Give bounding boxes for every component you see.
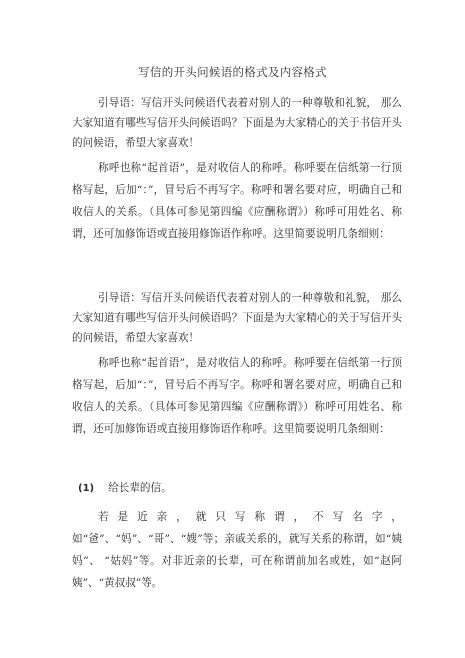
- intro-paragraph-2: 引导语：写信开头问候语代表着对别人的一种尊敬和礼貌， 那么大家知道有哪些写信开头问候语吗？下面是为大家精心的关于写信开头的问候语，希望大家喜欢！: [72, 292, 402, 344]
- body-paragraph-3: 若是近亲，就只写称谓，不写名字，如“爸”、“妈”、“哥”、“嫂”等；亲戚关系的，就写关系的称谓，如“姨妈”、 “姑妈”等。对非近亲的长辈，可在称谓前加名或姓，如“赵阿姨”、“黄叔叔”等。: [72, 511, 402, 589]
- document-title: 写信的开头问候语的格式及内容格式: [138, 65, 327, 79]
- list-item-text: 给长辈的信。: [108, 482, 172, 494]
- body-paragraph-2: 称呼也称“起首语”，是对收信人的称呼。称呼要在信纸第一行顶格写起，后加“：”，冒号后不再写字。称呼和署名要对应，明确自己和收信人的关系。（具体可参见第四编《应酬称谓》）称呼可用姓名、称谓，还可加修饰语或直接用修饰语作称呼。这里简要说明几条细则：: [72, 357, 402, 435]
- body-paragraph-1: 称呼也称“起首语”，是对收信人的称呼。称呼要在信纸第一行顶格写起，后加“：”，冒号后不再写字。称呼和署名要对应，明确自己和收信人的关系。（具体可参见第四编《应酬称谓》）称呼可用姓名、称谓，还可加修饰语或直接用修饰语作称呼。这里简要说明几条细则：: [72, 162, 402, 240]
- list-item-number: (1): [78, 483, 95, 494]
- intro-paragraph-1: 引导语：写信开头问候语代表着对别人的一种尊敬和礼貌， 那么大家知道有哪些写信开头问候语吗？下面是为大家精心的关于书信开头的问候语，希望大家喜欢！: [72, 97, 402, 149]
- list-item: [78, 480, 172, 495]
